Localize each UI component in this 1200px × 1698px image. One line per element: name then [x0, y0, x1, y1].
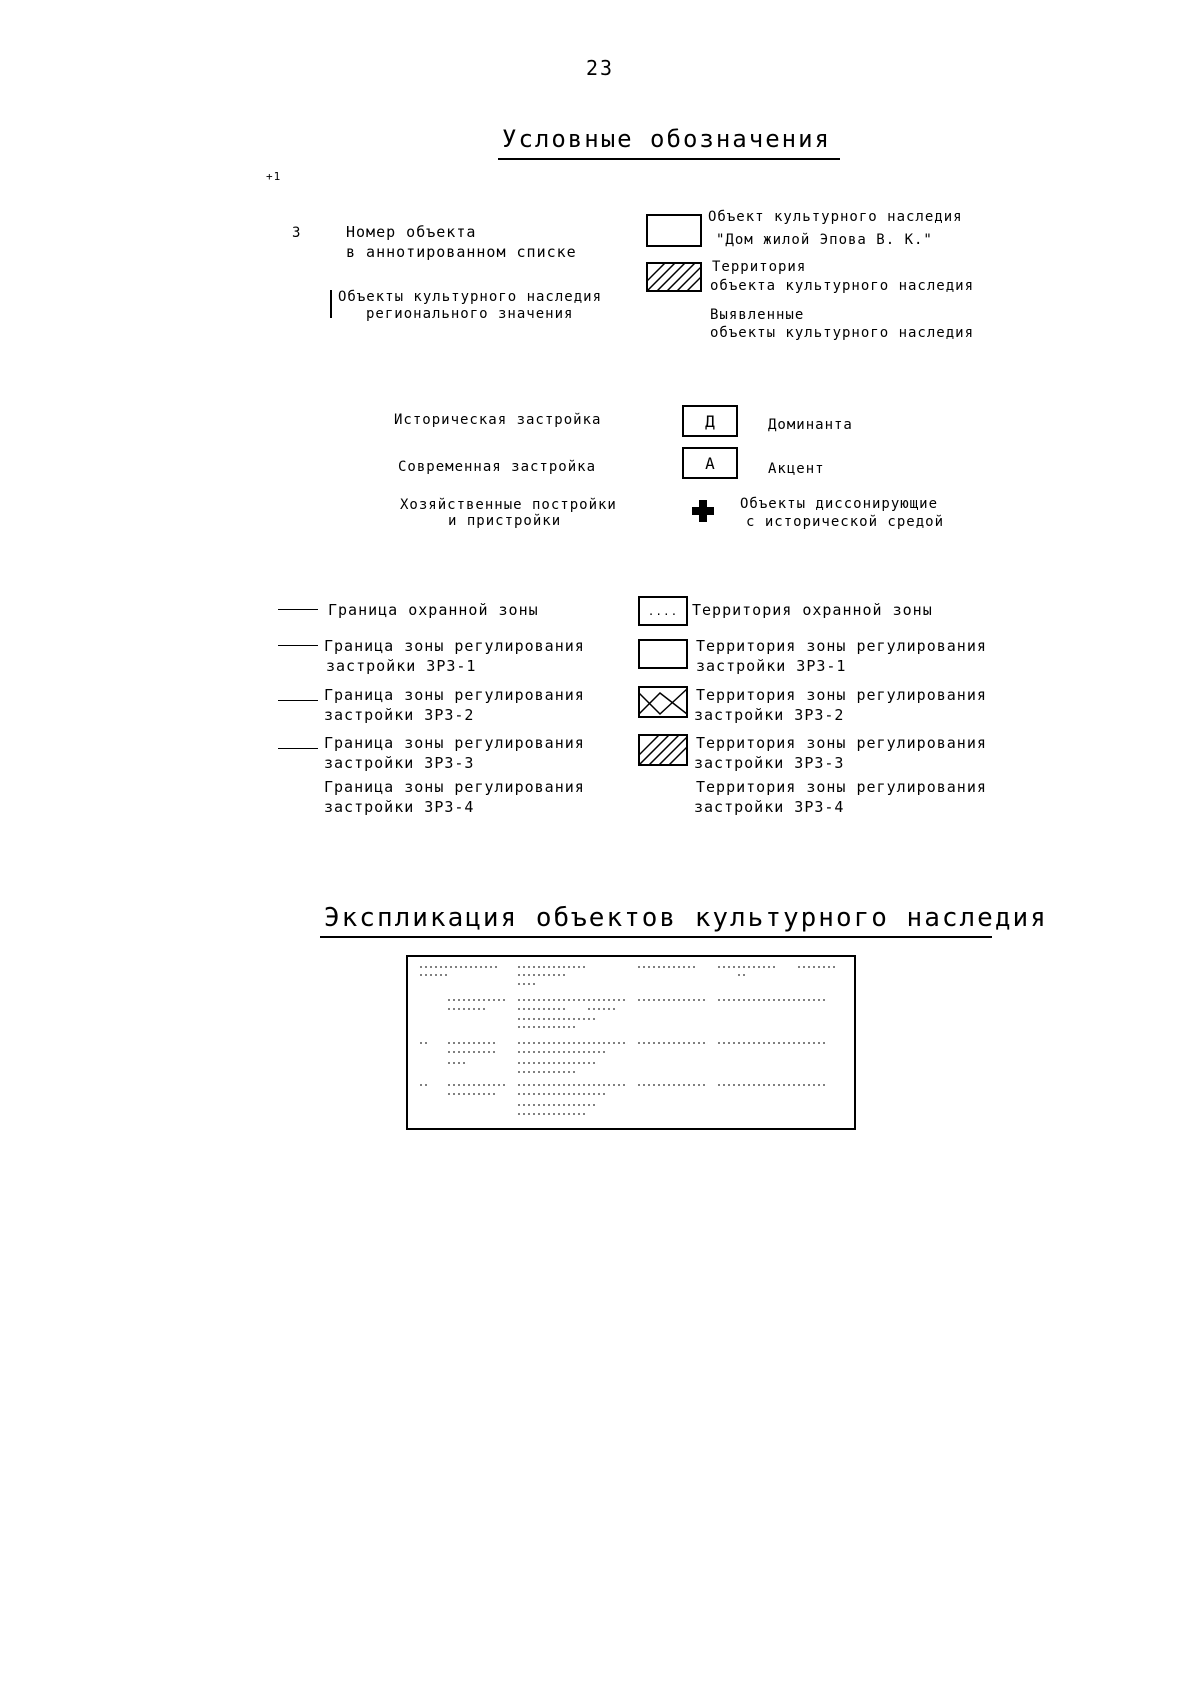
zone-left-5-line2: застройки ЗРЗ-4: [324, 798, 475, 816]
zrz1-territory-icon: [638, 639, 688, 669]
zone-left-3-line1: Граница зоны регулирования: [324, 686, 585, 704]
zone-right-4-line1: Территория зоны регулирования: [696, 734, 987, 752]
dissonant-label-1: Объекты диссонирующие: [740, 496, 939, 512]
legend-title-underline: [498, 158, 840, 160]
outbuildings-label-2: и пристройки: [448, 513, 562, 529]
modern-buildings-label: Современная застройка: [398, 459, 597, 475]
protection-zone-icon: ....: [638, 596, 688, 626]
zone-left-1-line1: Граница охранной зоны: [328, 601, 539, 619]
heritage-object-icon: [646, 214, 702, 247]
object-number-symbol: 3: [292, 225, 302, 241]
object-number-label-2: в аннотированном списке: [346, 243, 577, 261]
accent-symbol: А: [705, 453, 715, 473]
hatched-territory-icon: [646, 262, 702, 292]
zone-right-2-line1: Территория зоны регулирования: [696, 637, 987, 655]
heritage-object-label-2: "Дом жилой Эпова В. К.": [716, 232, 933, 248]
heritage-object-label-1: Объект культурного наследия: [708, 209, 963, 225]
zone-right-3-line2: застройки ЗРЗ-2: [694, 706, 845, 724]
zone-right-5-line1: Территория зоны регулирования: [696, 778, 987, 796]
heritage-territory-label-1: Территория: [712, 259, 807, 275]
identified-label-2: объекты культурного наследия: [710, 325, 975, 341]
heritage-territory-label-2: объекта культурного наследия: [710, 278, 975, 294]
dissonant-cross-icon: [692, 500, 714, 522]
accent-icon: [682, 447, 738, 479]
zone-right-5-line2: застройки ЗРЗ-4: [694, 798, 845, 816]
dominant-symbol: Д: [705, 411, 715, 431]
explication-table-illegible-content: [408, 957, 854, 1128]
zrz1-boundary-line: [278, 645, 318, 646]
zrz3-boundary-line: [278, 748, 318, 749]
zone-boundary-line: [278, 609, 318, 610]
regional-label-2: регионального значения: [366, 306, 574, 322]
corner-mark: +1: [266, 170, 282, 183]
zone-left-2-line1: Граница зоны регулирования: [324, 637, 585, 655]
zone-left-2-line2: застройки ЗРЗ-1: [326, 657, 477, 675]
page-number: 23: [585, 56, 615, 80]
object-number-label-1: Номер объекта: [346, 223, 477, 241]
identified-label-1: Выявленные: [710, 307, 805, 323]
zrz3-territory-icon: [638, 734, 688, 766]
dissonant-label-2: с исторической средой: [746, 514, 945, 530]
explication-title: Экспликация объектов культурного наследия: [324, 903, 1048, 933]
dominant-label: Доминанта: [768, 417, 853, 433]
regional-label-1: Объекты культурного наследия: [338, 289, 603, 305]
zone-right-3-line1: Территория зоны регулирования: [696, 686, 987, 704]
zone-right-2-line2: застройки ЗРЗ-1: [696, 657, 847, 675]
explication-table: [406, 955, 856, 1130]
dominant-icon: [682, 405, 738, 437]
zone-left-4-line2: застройки ЗРЗ-3: [324, 754, 475, 772]
zone-right-4-line2: застройки ЗРЗ-3: [694, 754, 845, 772]
explication-title-underline: [320, 936, 992, 938]
zrz2-territory-icon: [638, 686, 688, 718]
outbuildings-label-1: Хозяйственные постройки: [400, 497, 617, 513]
zrz2-boundary-line: [278, 700, 318, 701]
regional-bar-icon: [330, 290, 332, 318]
historic-buildings-label: Историческая застройка: [394, 412, 602, 428]
zone-left-3-line2: застройки ЗРЗ-2: [324, 706, 475, 724]
zone-left-4-line1: Граница зоны регулирования: [324, 734, 585, 752]
zone-left-5-line1: Граница зоны регулирования: [324, 778, 585, 796]
zone-right-1-line1: Территория охранной зоны: [692, 601, 933, 619]
legend-title: Условные обозначения: [502, 125, 831, 153]
accent-label: Акцент: [768, 461, 825, 477]
